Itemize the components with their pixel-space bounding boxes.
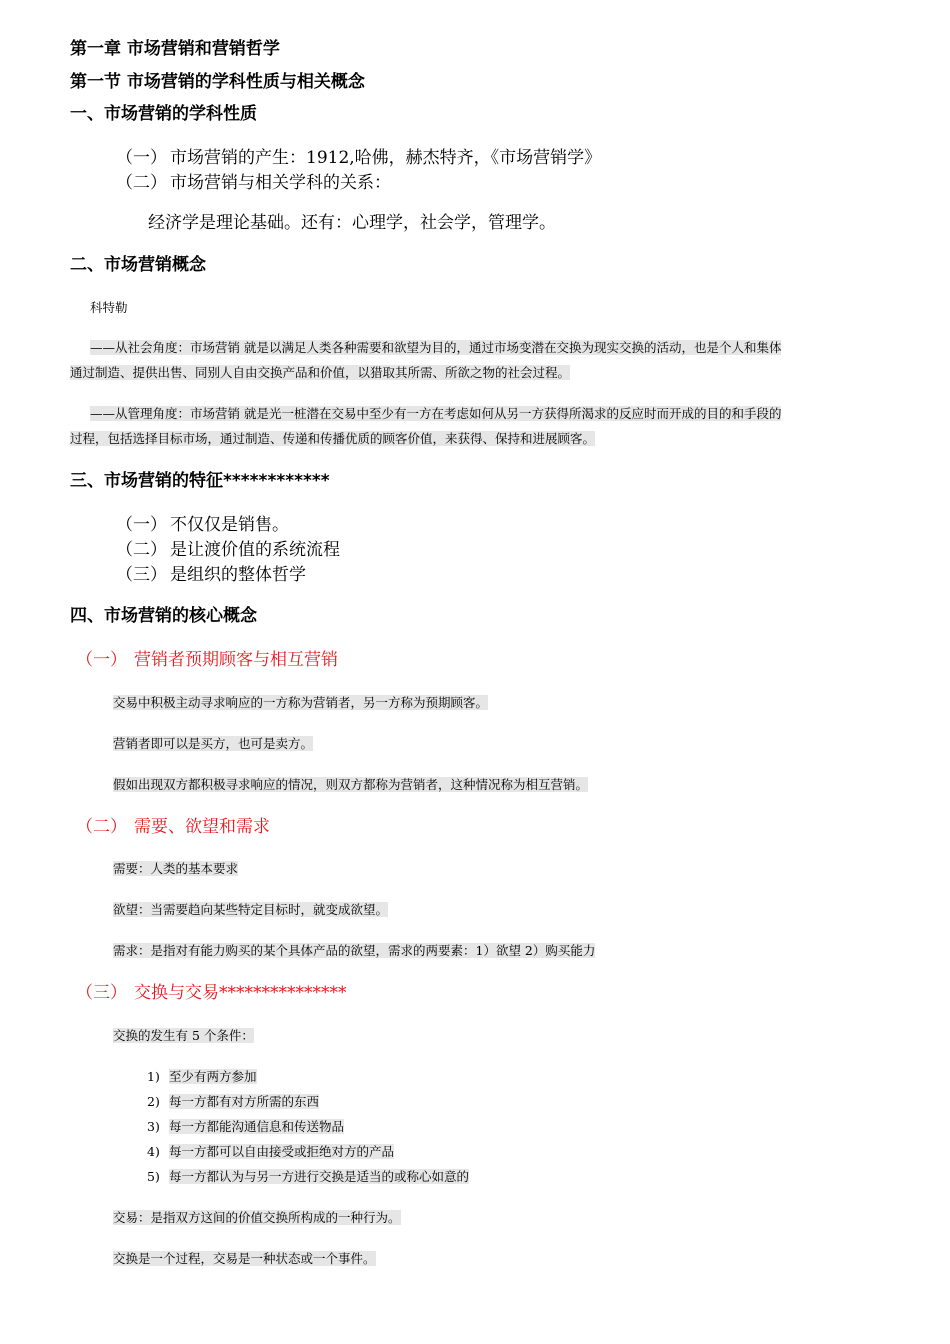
highlighted-text: ——从管理角度：市场营销 就是光一桩潜在交易中至少有一方在考虑如何从另一方获得所渴求的反应时而开成的目的和手段的 xyxy=(90,406,782,421)
item-number: （二） xyxy=(116,540,167,560)
highlighted-text: 交易中积极主动寻求响应的一方称为营销者，另一方称为预期顾客。 xyxy=(113,695,489,710)
item-text: 不仅仅是销售。 xyxy=(170,515,289,535)
item-number: （三） xyxy=(116,565,167,585)
highlighted-text: 过程，包括选择目标市场，通过制造、传递和传播优质的顾客价值，来获得、保持和进展顾客。 xyxy=(70,431,596,446)
sub1-heading xyxy=(76,650,338,671)
sub1-line-1 xyxy=(113,695,488,711)
management-definition-line-2 xyxy=(70,431,595,447)
highlighted-text: 交易：是指双方这间的价值交换所构成的一种行为。 xyxy=(113,1210,401,1225)
part2-heading: 二、市场营销概念 xyxy=(70,255,206,275)
highlighted-text: 假如出现双方都积极寻求响应的情况，则双方都称为营销者，这种情况称为相互营销。 xyxy=(113,777,589,792)
sub-title: 营销者预期顾客与相互营销 xyxy=(134,650,338,670)
condition-number: 4) xyxy=(147,1144,160,1159)
condition-item-4 xyxy=(147,1144,394,1160)
condition-number: 3) xyxy=(147,1119,160,1134)
sub2-heading xyxy=(76,817,270,838)
sub1-line-2 xyxy=(113,736,313,752)
condition-text: 至少有两方参加 xyxy=(169,1069,257,1084)
sub2-line-2 xyxy=(113,902,388,918)
highlighted-text: 需求：是指对有能力购买的某个具体产品的欲望，需求的两要素：1）欲望 2）购买能力 xyxy=(113,943,596,958)
sub-title: 交换与交易*************** xyxy=(134,983,347,1003)
condition-text: 每一方都有对方所需的东西 xyxy=(169,1094,320,1109)
social-definition-line-1 xyxy=(90,340,781,356)
condition-item-1 xyxy=(147,1069,257,1085)
author-name: 科特勒 xyxy=(90,300,128,315)
part1-note: 经济学是理论基础。还有：心理学，社会学，管理学。 xyxy=(148,213,556,233)
sub3-heading xyxy=(76,983,347,1004)
part3-item-2 xyxy=(116,540,340,561)
item-text: 市场营销与相关学科的关系： xyxy=(170,173,391,193)
condition-number: 5) xyxy=(147,1169,160,1184)
part3-item-3 xyxy=(116,565,306,586)
item-text: 是组织的整体哲学 xyxy=(170,565,306,585)
highlighted-text: 需要：人类的基本要求 xyxy=(113,861,239,876)
condition-text: 每一方都认为与另一方进行交换是适当的或称心如意的 xyxy=(169,1169,470,1184)
sub-number: （一） xyxy=(76,650,127,670)
sub-number: （二） xyxy=(76,817,127,837)
sub2-line-3 xyxy=(113,943,595,959)
condition-number: 1) xyxy=(147,1069,160,1084)
part1-item-1 xyxy=(116,148,601,169)
part3-heading: 三、市场营销的特征************ xyxy=(70,471,330,491)
item-number: （一） xyxy=(116,148,167,168)
exchange-summary xyxy=(113,1251,376,1267)
condition-text: 每一方都可以自由接受或拒绝对方的产品 xyxy=(169,1144,395,1159)
chapter-title: 第一章 市场营销和营销哲学 xyxy=(70,39,280,59)
item-text: 市场营销的产生：1912,哈佛，赫杰特齐，《市场营销学》 xyxy=(170,148,602,168)
social-definition-line-2 xyxy=(70,365,570,381)
part1-item-2 xyxy=(116,173,391,194)
highlighted-text: 欲望：当需要趋向某些特定目标时，就变成欲望。 xyxy=(113,902,389,917)
condition-item-3 xyxy=(147,1119,344,1135)
part4-heading: 四、市场营销的核心概念 xyxy=(70,606,257,626)
sub-title: 需要、欲望和需求 xyxy=(134,817,270,837)
sub-number: （三） xyxy=(76,983,127,1003)
sub1-line-3 xyxy=(113,777,588,793)
sub3-intro xyxy=(113,1028,254,1044)
transaction-definition xyxy=(113,1210,401,1226)
condition-item-5 xyxy=(147,1169,469,1185)
condition-text: 每一方都能沟通信息和传送物品 xyxy=(169,1119,345,1134)
highlighted-text: ——从社会角度：市场营销 就是以满足人类各种需要和欲望为目的，通过市场变潜在交换为现实交换的活动，也是个人和集体 xyxy=(90,340,782,355)
highlighted-text: 交换的发生有 5 个条件： xyxy=(113,1028,254,1043)
part3-item-1 xyxy=(116,515,289,536)
highlighted-text: 交换是一个过程，交易是一种状态或一个事件。 xyxy=(113,1251,376,1266)
condition-number: 2) xyxy=(147,1094,160,1109)
item-text: 是让渡价值的系统流程 xyxy=(170,540,340,560)
item-number: （二） xyxy=(116,173,167,193)
highlighted-text: 通过制造、提供出售、同别人自由交换产品和价值，以猎取其所需、所欲之物的社会过程。 xyxy=(70,365,571,380)
condition-item-2 xyxy=(147,1094,319,1110)
highlighted-text: 营销者即可以是买方，也可是卖方。 xyxy=(113,736,314,751)
section-title: 第一节 市场营销的学科性质与相关概念 xyxy=(70,72,365,92)
item-number: （一） xyxy=(116,515,167,535)
part1-heading: 一、市场营销的学科性质 xyxy=(70,104,257,124)
sub2-line-1 xyxy=(113,861,238,877)
management-definition-line-1 xyxy=(90,406,781,422)
